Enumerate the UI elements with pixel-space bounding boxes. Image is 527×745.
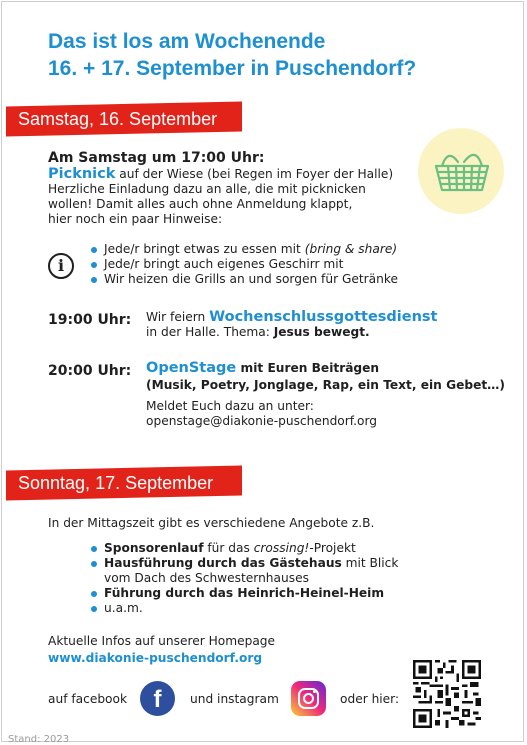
sunday-banner-label: Sonntag, 17. September bbox=[18, 473, 214, 494]
offer-1-post: -Projekt bbox=[309, 541, 356, 555]
qr-code[interactable] bbox=[413, 660, 481, 728]
instagram-icon[interactable] bbox=[291, 681, 326, 716]
page-title bbox=[48, 28, 416, 82]
event-3-line2: (Musik, Poetry, Jonglage, Rap, ein Text, ein Gebet…) bbox=[146, 378, 505, 392]
offer-1-italic: crossing! bbox=[253, 541, 310, 555]
offer-4-text: u.a.m. bbox=[104, 601, 143, 615]
hint-1-italic: (bring & share) bbox=[304, 242, 398, 256]
facebook-icon[interactable]: f bbox=[140, 681, 175, 716]
title-line-2: 16. + 17. September in Puschendorf? bbox=[48, 57, 417, 80]
list-item bbox=[88, 586, 468, 601]
event-3-rest: mit Euren Beiträgen bbox=[236, 361, 380, 375]
picknick-highlight: Picknick bbox=[48, 166, 116, 182]
offer-2-bold: Hausführung durch das Gästehaus bbox=[104, 556, 342, 570]
sunday-offers-list bbox=[88, 541, 468, 616]
event-3-highlight: OpenStage bbox=[146, 360, 237, 376]
event-3-email: openstage@diakonie-puschendorf.org bbox=[146, 414, 378, 428]
saturday-banner bbox=[6, 102, 242, 137]
event-3-line3: Meldet Euch dazu an unter: bbox=[146, 399, 314, 413]
event-2-pre: Wir feiern bbox=[146, 310, 210, 324]
hint-3-text: Wir heizen die Grills an und sorgen für Getränke bbox=[104, 272, 398, 286]
event-2-description bbox=[146, 310, 506, 340]
event-2-time: 19:00 Uhr: bbox=[48, 312, 132, 328]
title-line-1: Das ist los am Wochenende bbox=[48, 30, 326, 53]
picknick-location: auf der Wiese (bei Regen im Foyer der Halle) bbox=[115, 167, 394, 181]
sunday-intro: In der Mittagszeit gibt es verschiedene Angebote z.B. bbox=[48, 516, 375, 530]
info-icon: i bbox=[48, 253, 74, 279]
saturday-banner-label: Samstag, 16. September bbox=[18, 109, 218, 130]
list-item bbox=[88, 556, 468, 586]
facebook-label: auf facebook bbox=[48, 692, 128, 706]
list-item bbox=[88, 541, 468, 556]
list-item bbox=[88, 272, 448, 287]
saturday-heading: Am Samstag um 17:00 Uhr: bbox=[48, 150, 265, 166]
hint-2-text: Jede/r bringt auch eigenes Geschirr mit bbox=[104, 257, 344, 271]
event-2-theme: Jesus bewegt. bbox=[273, 325, 370, 339]
picknick-intro-2: Herzliche Einladung dazu an alle, die mit picknicken bbox=[48, 182, 366, 196]
event-2-line2: in der Halle. Thema: bbox=[146, 325, 274, 339]
offer-1-pre: für das bbox=[203, 541, 254, 555]
instagram-label: und instagram bbox=[190, 692, 279, 706]
info-line: Aktuelle Infos auf unserer Homepage bbox=[48, 634, 276, 648]
offer-2-rest: mit Blick bbox=[341, 556, 399, 570]
event-3-time: 20:00 Uhr: bbox=[48, 363, 132, 379]
qr-label: oder hier: bbox=[340, 692, 400, 706]
offer-1-bold: Sponsorenlauf bbox=[104, 541, 204, 555]
list-item bbox=[88, 242, 448, 257]
sunday-banner bbox=[6, 466, 242, 501]
picknick-description bbox=[48, 167, 408, 227]
picknick-intro-3: wollen! Damit alles auch ohne Anmeldung klappt, bbox=[48, 197, 353, 211]
picnic-basket-icon bbox=[418, 128, 504, 214]
picknick-hints-list bbox=[88, 242, 448, 287]
list-item bbox=[88, 257, 448, 272]
event-3-description bbox=[146, 361, 516, 429]
offer-3-bold: Führung durch das Heinrich-Heinel-Heim bbox=[104, 586, 385, 600]
hint-1-text: Jede/r bringt etwas zu essen mit bbox=[104, 242, 305, 256]
footer-text: Stand: 2023 bbox=[8, 735, 70, 743]
list-item bbox=[88, 601, 468, 616]
offer-2-line2: vom Dach des Schwesternhauses bbox=[104, 571, 309, 585]
event-2-highlight: Wochenschlussgottesdienst bbox=[209, 309, 438, 325]
picknick-intro-4: hier noch ein paar Hinweise: bbox=[48, 212, 223, 226]
website-link[interactable]: www.diakonie-puschendorf.org bbox=[48, 651, 263, 665]
